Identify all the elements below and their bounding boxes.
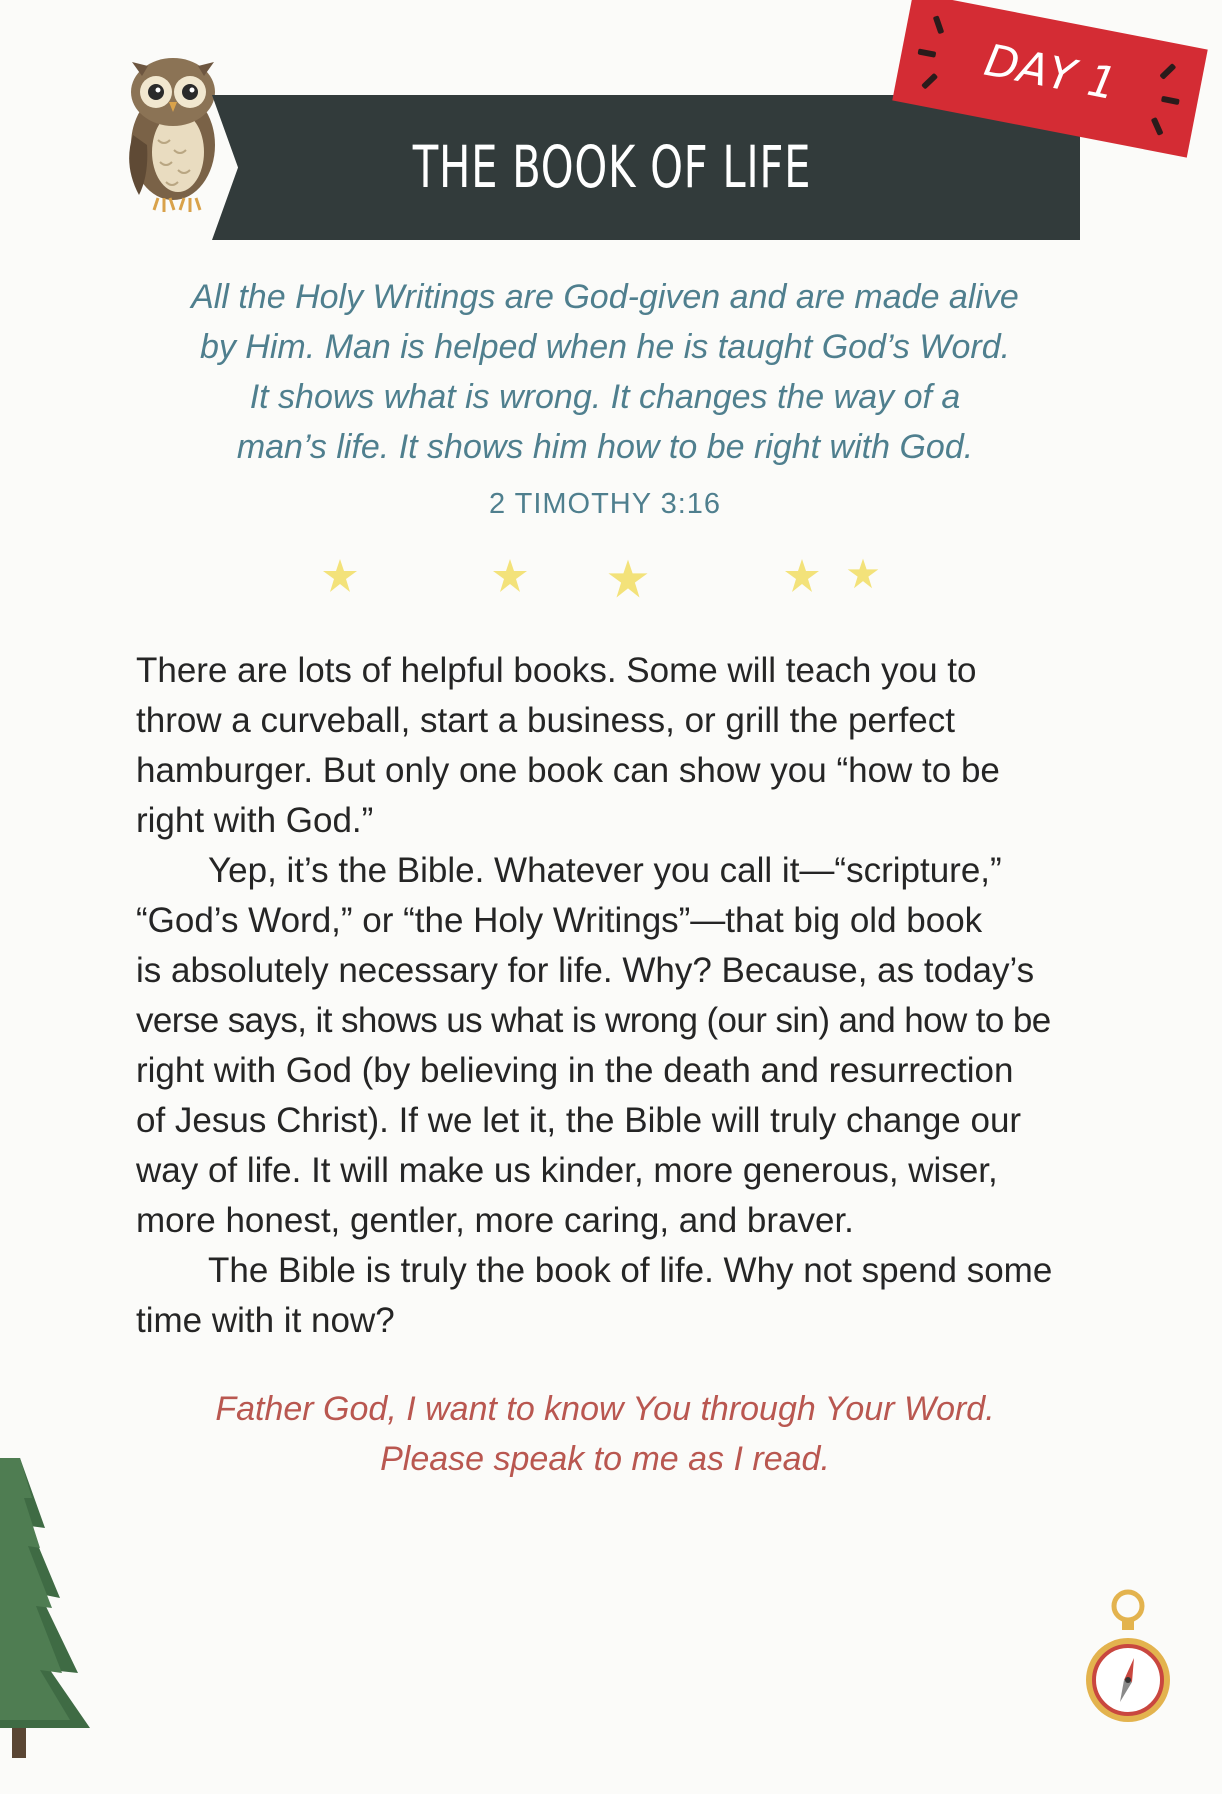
- body-line: of Jesus Christ). If we let it, the Bible will truly change our: [136, 1101, 1022, 1140]
- body-line: is absolutely necessary for life. Why? Because, as today’s: [136, 951, 1035, 990]
- star-icon: [490, 555, 530, 595]
- prayer-line: Father God, I want to know You through Your Word.: [215, 1390, 995, 1428]
- page-title: THE BOOK OF LIFE: [412, 133, 812, 201]
- star-icon: [782, 555, 822, 595]
- body-line: “God’s Word,” or “the Holy Writings”—that big old book: [136, 901, 983, 940]
- body-line: There are lots of helpful books. Some will teach you to: [136, 651, 977, 690]
- body-line: right with God (by believing in the death and resurrection: [136, 1051, 1014, 1090]
- star-icon: [845, 555, 881, 591]
- verse-line: man’s life. It shows him how to be right with God.: [236, 428, 974, 466]
- body-line: more honest, gentler, more caring, and braver.: [136, 1201, 854, 1240]
- star-divider: [320, 555, 900, 615]
- body-line: hamburger. But only one book can show you “how to be: [136, 751, 1000, 790]
- compass-icon: [1076, 1588, 1176, 1728]
- scripture-verse: [140, 272, 1070, 472]
- devotional-body: [136, 646, 1091, 1346]
- body-line: verse says, it shows us what is wrong (our sin) and how to be: [136, 1001, 1051, 1040]
- closing-prayer: [140, 1384, 1070, 1484]
- body-line: throw a curveball, start a business, or grill the perfect: [136, 701, 955, 740]
- verse-line: It shows what is wrong. It changes the way of a: [249, 378, 961, 416]
- owl-icon: [118, 40, 228, 220]
- body-line: right with God.”: [136, 801, 374, 840]
- prayer-line: Please speak to me as I read.: [380, 1440, 830, 1478]
- body-line: Yep, it’s the Bible. Whatever you call it—“scripture,”: [208, 851, 1002, 890]
- body-line: time with it now?: [136, 1301, 395, 1340]
- star-icon: [605, 555, 651, 601]
- pine-tree-icon: [0, 1458, 100, 1758]
- day-label: DAY 1: [980, 34, 1121, 111]
- verse-line: All the Holy Writings are God-given and are made alive: [191, 278, 1019, 316]
- verse-reference: 2 TIMOTHY 3:16: [488, 488, 722, 520]
- body-line: The Bible is truly the book of life. Why not spend some: [208, 1251, 1053, 1290]
- verse-line: by Him. Man is helped when he is taught God’s Word.: [199, 328, 1011, 366]
- star-icon: [320, 555, 360, 595]
- body-line: way of life. It will make us kinder, more generous, wiser,: [136, 1151, 998, 1190]
